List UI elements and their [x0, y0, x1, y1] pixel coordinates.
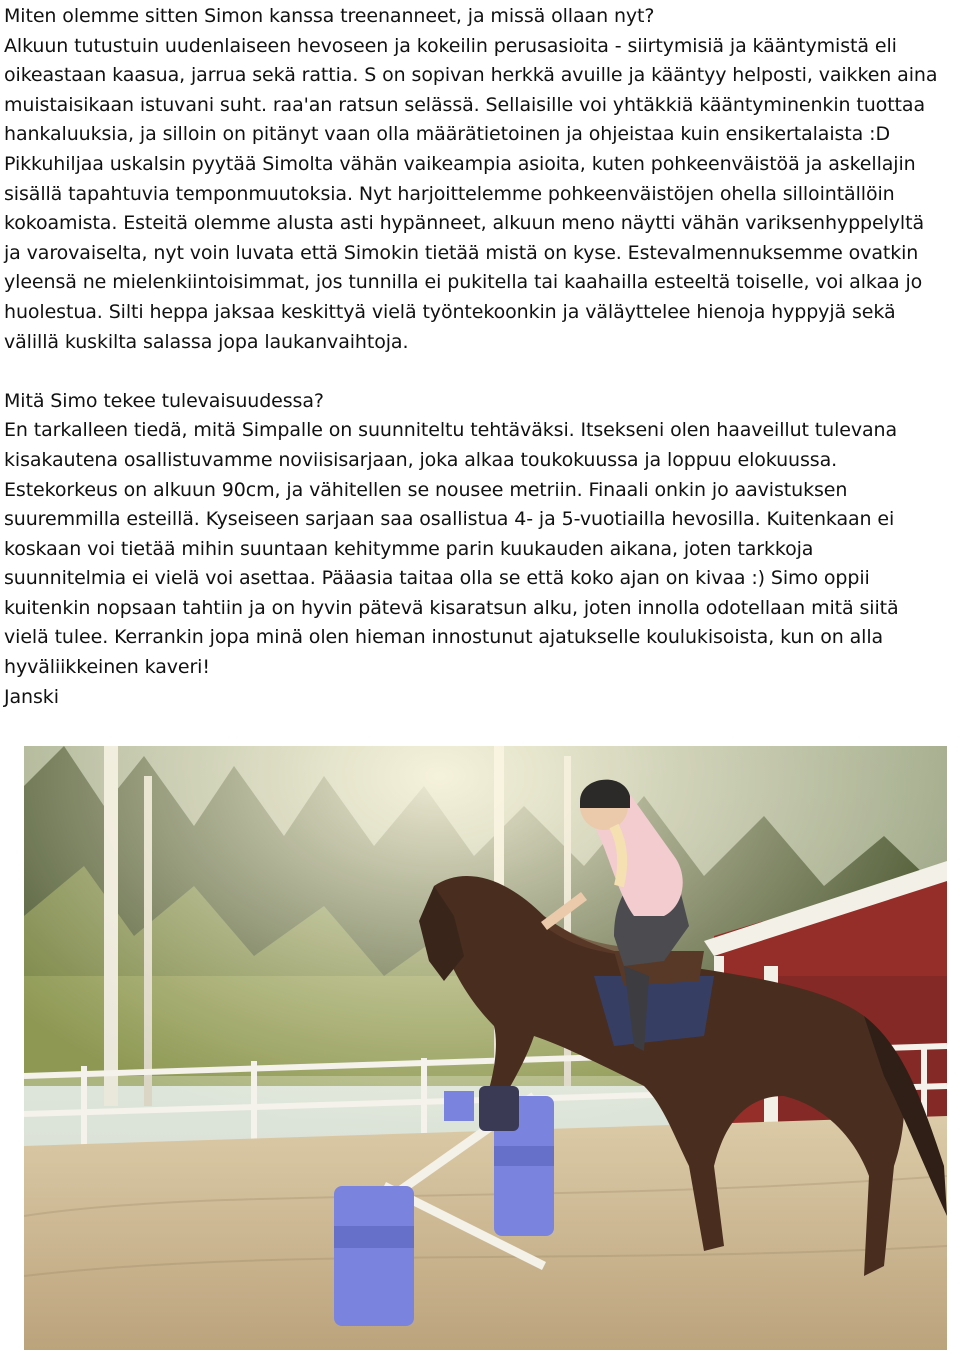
- text-line: suuremmilla esteillä. Kyseiseen sarjaan saa osallistua 4- ja 5-vuotiailla hevosilla. Kuitenkaan ei: [4, 508, 895, 531]
- text-line: oikeastaan kaasua, jarrua sekä rattia. S on sopivan herkkä avuille ja kääntyy helposti, vaikken aina: [4, 64, 938, 87]
- photo-illustration: [24, 746, 947, 1350]
- text-line: huolestua. Silti heppa jaksaa keskittyä vielä työntekoonkin ja väläyttelee hienoja hyppyjä sekä: [4, 300, 896, 323]
- text-line: yleensä ne mielenkiintoisimmat, jos tunnilla ei pukitella tai kaahailla esteeltä toiselle, voi alkaa jo: [4, 271, 923, 294]
- text-line: ja varovaiselta, nyt voin luvata että Simokin tietää mistä on kyse. Estevalmennuksemme ovatkin: [4, 241, 919, 264]
- text-line: välillä kuskilta salassa jopa laukanvaihtoja.: [4, 330, 409, 353]
- text-line: kuitenkin nopsaan tahtiin ja on hyvin pätevä kisaratsun alku, joten innolla odotellaan mitä siitä: [4, 596, 899, 619]
- text-line: vielä tulee. Kerrankin jopa minä olen hieman innostunut ajatukselle koulukisoista, kun on alla: [4, 626, 884, 649]
- text-line: koskaan voi tietää mihin suuntaan kehitymme parin kuukauden aikana, joten tarkkoja: [4, 537, 814, 560]
- text-line: Pikkuhiljaa uskalsin pyytää Simolta vähän vaikeampia asioita, kuten pohkeenväistöä ja askellajin: [4, 152, 916, 175]
- future-paragraph: [4, 387, 960, 713]
- text-line: Estekorkeus on alkuun 90cm, ja vähitellen se nousee metriin. Finaali onkin jo aavistuksen: [4, 478, 848, 501]
- text-line: hankaluuksia, ja silloin on pitänyt vaan olla määrätietoinen ja ohjeistaa kuin ensikertalaista :D: [4, 123, 890, 146]
- text-line: En tarkalleen tiedä, mitä Simpalle on suunniteltu tehtäväksi. Itsekseni olen haaveillut tulevana: [4, 419, 898, 442]
- paragraph-spacer: [4, 357, 960, 387]
- training-paragraph: [4, 2, 960, 357]
- text-line: Miten olemme sitten Simon kanssa treenanneet, ja missä ollaan nyt?: [4, 5, 655, 27]
- text-line: kokoamista. Esteitä olemme alusta asti hypänneet, alkuun meno näytti vähän variksenhyppelyltä: [4, 212, 924, 235]
- text-line: hyväliikkeinen kaveri!: [4, 656, 210, 679]
- article-text: [4, 2, 960, 712]
- text-line: sisällä tapahtuvia temponmuutoksia. Nyt harjoittelemme pohkeenväistöjen ohella sillointällöin: [4, 182, 895, 205]
- section-heading: Mitä Simo tekee tulevaisuudessa?: [4, 389, 324, 412]
- text-line: muistaisikaan istuvani suht. raa'an ratsun selässä. Sellaisille voi yhtäkkiä kääntyminenkin tuottaa: [4, 93, 925, 116]
- text-line: Alkuun tutustuin uudenlaiseen hevoseen ja kokeilin perusasioita - siirtymisiä ja kääntymistä eli: [4, 34, 897, 57]
- text-line: kisakautena osallistuvamme noviisisarjaan, joka alkaa toukokuussa ja loppuu elokuussa.: [4, 448, 838, 471]
- horse-jumping-photo: [24, 746, 947, 1350]
- text-line: suunnitelmia ei vielä voi asettaa. Pääasia taitaa olla se että koko ajan on kivaa :) Simo oppii: [4, 567, 870, 590]
- sun-flare: [24, 746, 947, 1350]
- signature: Janski: [4, 685, 59, 708]
